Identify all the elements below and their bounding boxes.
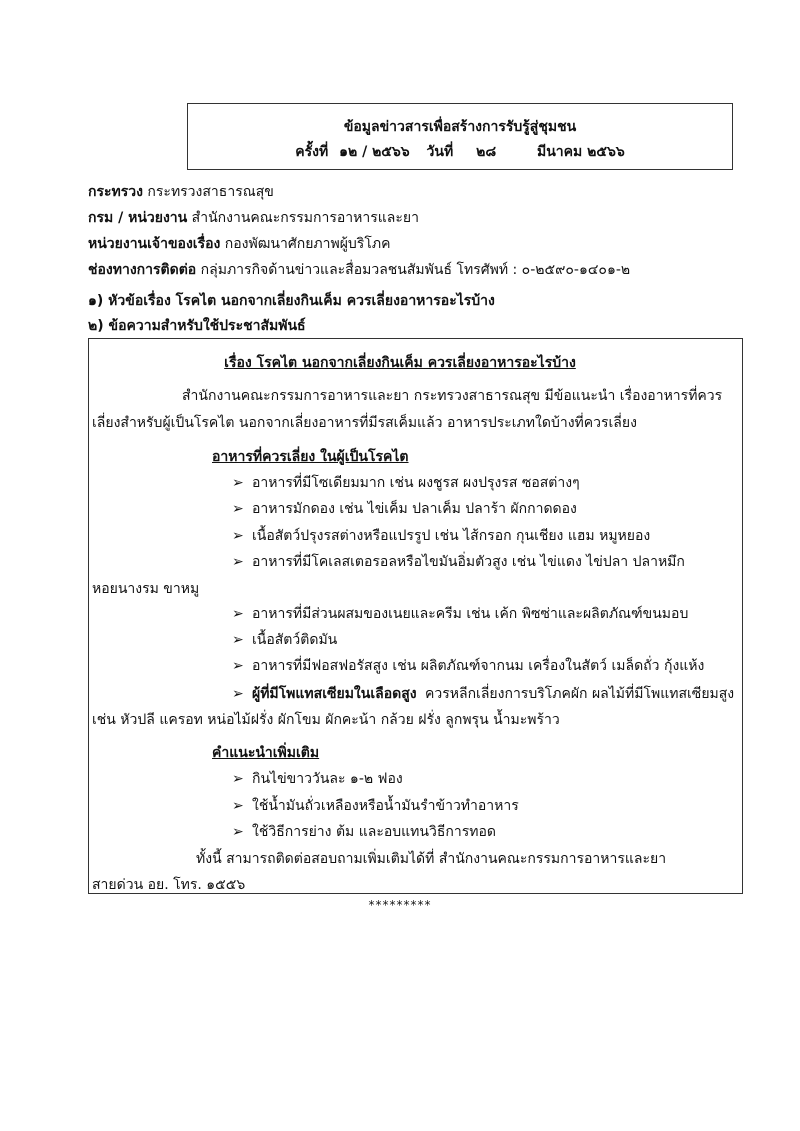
info-owner-unit (88, 233, 390, 255)
issue-value: ๑๒ / ๒๕๖๖ (339, 144, 410, 160)
issue-label: ครั้งที่ (295, 144, 329, 160)
content-title: เรื่อง โรคไต นอกจากเลี่ยงกินเค็ม ควรเลี่ยงอาหารอะไรบ้าง (224, 355, 576, 371)
info-contact (88, 259, 630, 281)
potassium-item (232, 683, 734, 705)
month-year: มีนาคม ๒๕๖๖ (537, 144, 625, 160)
day-value: ๒๘ (476, 144, 497, 160)
header-box (187, 103, 733, 170)
info-value: กระทรวงสาธารณสุข (147, 184, 274, 200)
arrow-bullet-icon: ➢ (232, 606, 244, 622)
avoid-item: ➢ อาหารมักดอง เช่น ไข่เค็ม ปลาเค็ม ปลาร้า ผักกาดดอง (232, 501, 577, 517)
section-2-heading: ๒) ข้อความสำหรับใช้ประชาสัมพันธ์ (88, 318, 306, 334)
arrow-bullet-icon: ➢ (232, 771, 244, 787)
arrow-bullet-icon: ➢ (232, 798, 244, 814)
avoid-heading: อาหารที่ควรเลี่ยง ในผู้เป็นโรคไต (212, 449, 409, 465)
potassium-bold: ผู้ที่มีโพแทสเซียมในเลือดสูง (252, 686, 417, 702)
day-label: วันที่ (426, 144, 454, 160)
avoid-item: ➢ อาหารที่มีส่วนผสมของเนยและครีม เช่น เค้ก พิซซ่าและผลิตภัณฑ์ขนมอบ (232, 606, 689, 622)
advice-item: ➢ ใช้น้ำมันถั่วเหลืองหรือน้ำมันรำข้าวทำอาหาร (232, 798, 519, 814)
arrow-bullet-icon: ➢ (232, 554, 244, 570)
intro-line-1: สำนักงานคณะกรรมการอาหารและยา กระทรวงสาธารณสุข มีข้อแนะนำ เรื่องอาหารที่ควร (182, 388, 723, 404)
potassium-text: ควรหลีกเลี่ยงการบริโภคผัก ผลไม้ที่มีโพแทสเซียมสูง (425, 686, 735, 702)
avoid-item: ➢ อาหารที่มีโซเดียมมาก เช่น ผงชูรส ผงปรุงรส ซอสต่างๆ (232, 475, 580, 491)
avoid-item-continuation: หอยนางรม ขาหมู (92, 581, 200, 597)
advice-heading: คำแนะนำเพิ่มเติม (212, 745, 320, 761)
avoid-item: ➢ อาหารที่มีฟอสฟอรัสสูง เช่น ผลิตภัณฑ์จากนม เครื่องในสัตว์ เมล็ดถั่ว กุ้งแห้ง (232, 658, 705, 674)
info-value: กองพัฒนาศักยภาพผู้บริโภค (224, 236, 391, 252)
arrow-bullet-icon: ➢ (232, 501, 244, 517)
header-issue-line (188, 141, 732, 163)
avoid-item: ➢ เนื้อสัตว์ติดมัน (232, 632, 338, 648)
arrow-bullet-icon: ➢ (232, 632, 244, 648)
info-value: กลุ่มภารกิจด้านข่าวและสื่อมวลชนสัมพันธ์ โทรศัพท์ : ๐-๒๕๙๐-๑๔๐๑-๒ (200, 262, 631, 278)
advice-item: ➢ ใช้วิธีการย่าง ต้ม และอบแทนวิธีการทอด (232, 824, 496, 840)
arrow-bullet-icon: ➢ (232, 686, 244, 702)
potassium-continuation: เช่น หัวปลี แครอท หน่อไม้ฝรั่ง ผักโขม ผักคะน้า กล้วย ฝรั่ง ลูกพรุน น้ำมะพร้าว (92, 712, 560, 728)
info-label: กรม / หน่วยงาน (88, 210, 188, 226)
intro-line-2: เลี่ยงสำหรับผู้เป็นโรคไต นอกจากเลี่ยงอาหารที่มีรสเค็มแล้ว อาหารประเภทใดบ้างที่ควรเลี่ยง (92, 415, 637, 431)
section-1-topic: ๑) หัวข้อเรื่อง โรคไต นอกจากเลี่ยงกินเค็ม ควรเลี่ยงอาหารอะไรบ้าง (88, 293, 495, 309)
arrow-bullet-icon: ➢ (232, 824, 244, 840)
arrow-bullet-icon: ➢ (232, 528, 244, 544)
info-value: สำนักงานคณะกรรมการอาหารและยา (191, 210, 419, 226)
avoid-item: ➢ เนื้อสัตว์ปรุงรสต่างหรือแปรรูป เช่น ไส้กรอก กุนเชียง แฮม หมูหยอง (232, 528, 651, 544)
info-label: หน่วยงานเจ้าของเรื่อง (88, 236, 221, 252)
header-title: ข้อมูลข่าวสารเพื่อสร้างการรับรู้สู่ชุมชน (343, 119, 577, 135)
info-ministry (88, 181, 274, 203)
info-label: กระทรวง (88, 184, 143, 200)
avoid-item: ➢ อาหารที่มีโคเลสเตอรอลหรือไขมันอิ่มตัวสูง เช่น ไข่แดง ไข่ปลา ปลาหมึก (232, 554, 685, 570)
advice-item: ➢ กินไข่ขาววันละ ๑-๒ ฟอง (232, 771, 403, 787)
info-label: ช่องทางการติดต่อ (88, 262, 197, 278)
arrow-bullet-icon: ➢ (232, 658, 244, 674)
info-department (88, 207, 419, 229)
arrow-bullet-icon: ➢ (232, 475, 244, 491)
closing-line-2: สายด่วน อย. โทร. ๑๕๕๖ (92, 877, 246, 893)
closing-line-1: ทั้งนี้ สามารถติดต่อสอบถามเพิ่มเติมได้ที่ สำนักงานคณะกรรมการอาหารและยา (196, 851, 667, 867)
footer-stars: ********* (368, 898, 432, 912)
